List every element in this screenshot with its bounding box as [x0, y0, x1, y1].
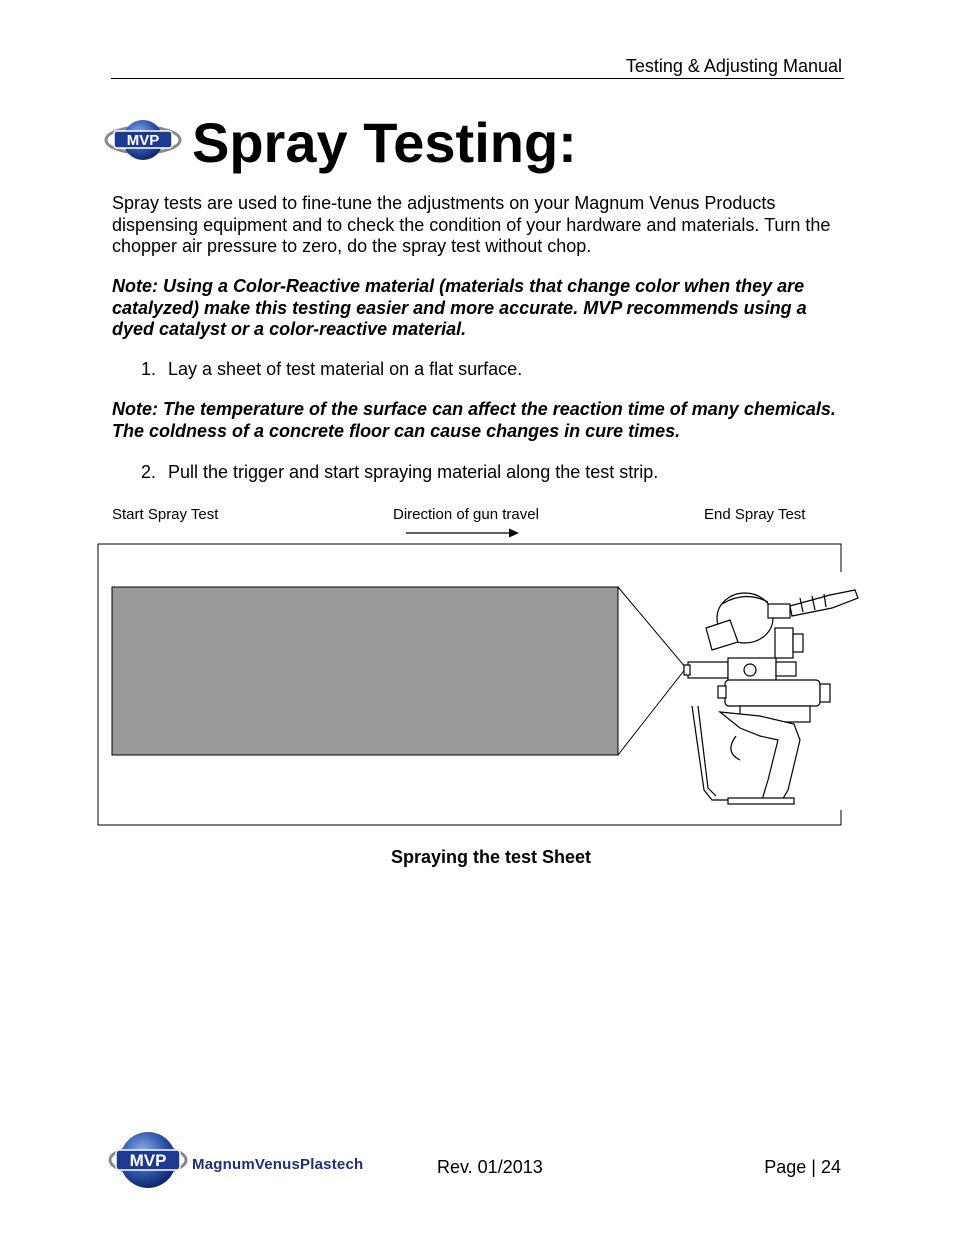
step-1 [141, 359, 522, 380]
footer-logo-text: MVP [129, 1151, 167, 1170]
step-text: Lay a sheet of test material on a flat surface. [168, 359, 523, 379]
note-temperature: Note: The temperature of the surface can affect the reaction time of many chemicals. The coldness of a concrete floor can cause changes in cure times. [112, 399, 836, 441]
note-color-reactive: Note: Using a Color-Reactive material (materials that change color when they are catalyzed) make this testing easier and more accurate. MVP recommends using a dyed catalyst or a color-reactive material. [112, 276, 807, 339]
spray-gun-icon [684, 590, 858, 804]
footer-brand: MagnumVenusPlastech [192, 1156, 364, 1173]
manual-title: Testing & Adjusting Manual [625, 56, 842, 76]
start-spray-label: Start Spray Test [112, 506, 219, 523]
test-strip [112, 587, 618, 755]
logo-text: MVP [126, 132, 160, 149]
footer-mvp-logo-icon [108, 1128, 188, 1192]
footer-page-number: Page | 24 [764, 1157, 841, 1177]
step-number: 1. [141, 359, 157, 379]
page-title: Spray Testing: [192, 111, 577, 174]
direction-label: Direction of gun travel [393, 506, 539, 523]
step-2 [141, 462, 658, 483]
footer-revision: Rev. 01/2013 [437, 1157, 543, 1177]
intro-paragraph: Spray tests are used to fine-tune the adjustments on your Magnum Venus Products dispensing equipment and to check the condition of your hardware and materials. Turn the chopper air pressure to zero, do the spray test without chop. [112, 193, 831, 256]
header-rule [111, 78, 844, 79]
direction-arrow-icon [406, 529, 519, 538]
step-text: Pull the trigger and start spraying material along the test strip. [168, 462, 659, 482]
spray-test-diagram [90, 520, 870, 840]
spray-cone [618, 587, 686, 755]
step-number: 2. [141, 462, 157, 482]
diagram-caption: Spraying the test Sheet [390, 847, 592, 867]
end-spray-label: End Spray Test [704, 506, 806, 523]
mvp-logo-icon [104, 116, 182, 164]
